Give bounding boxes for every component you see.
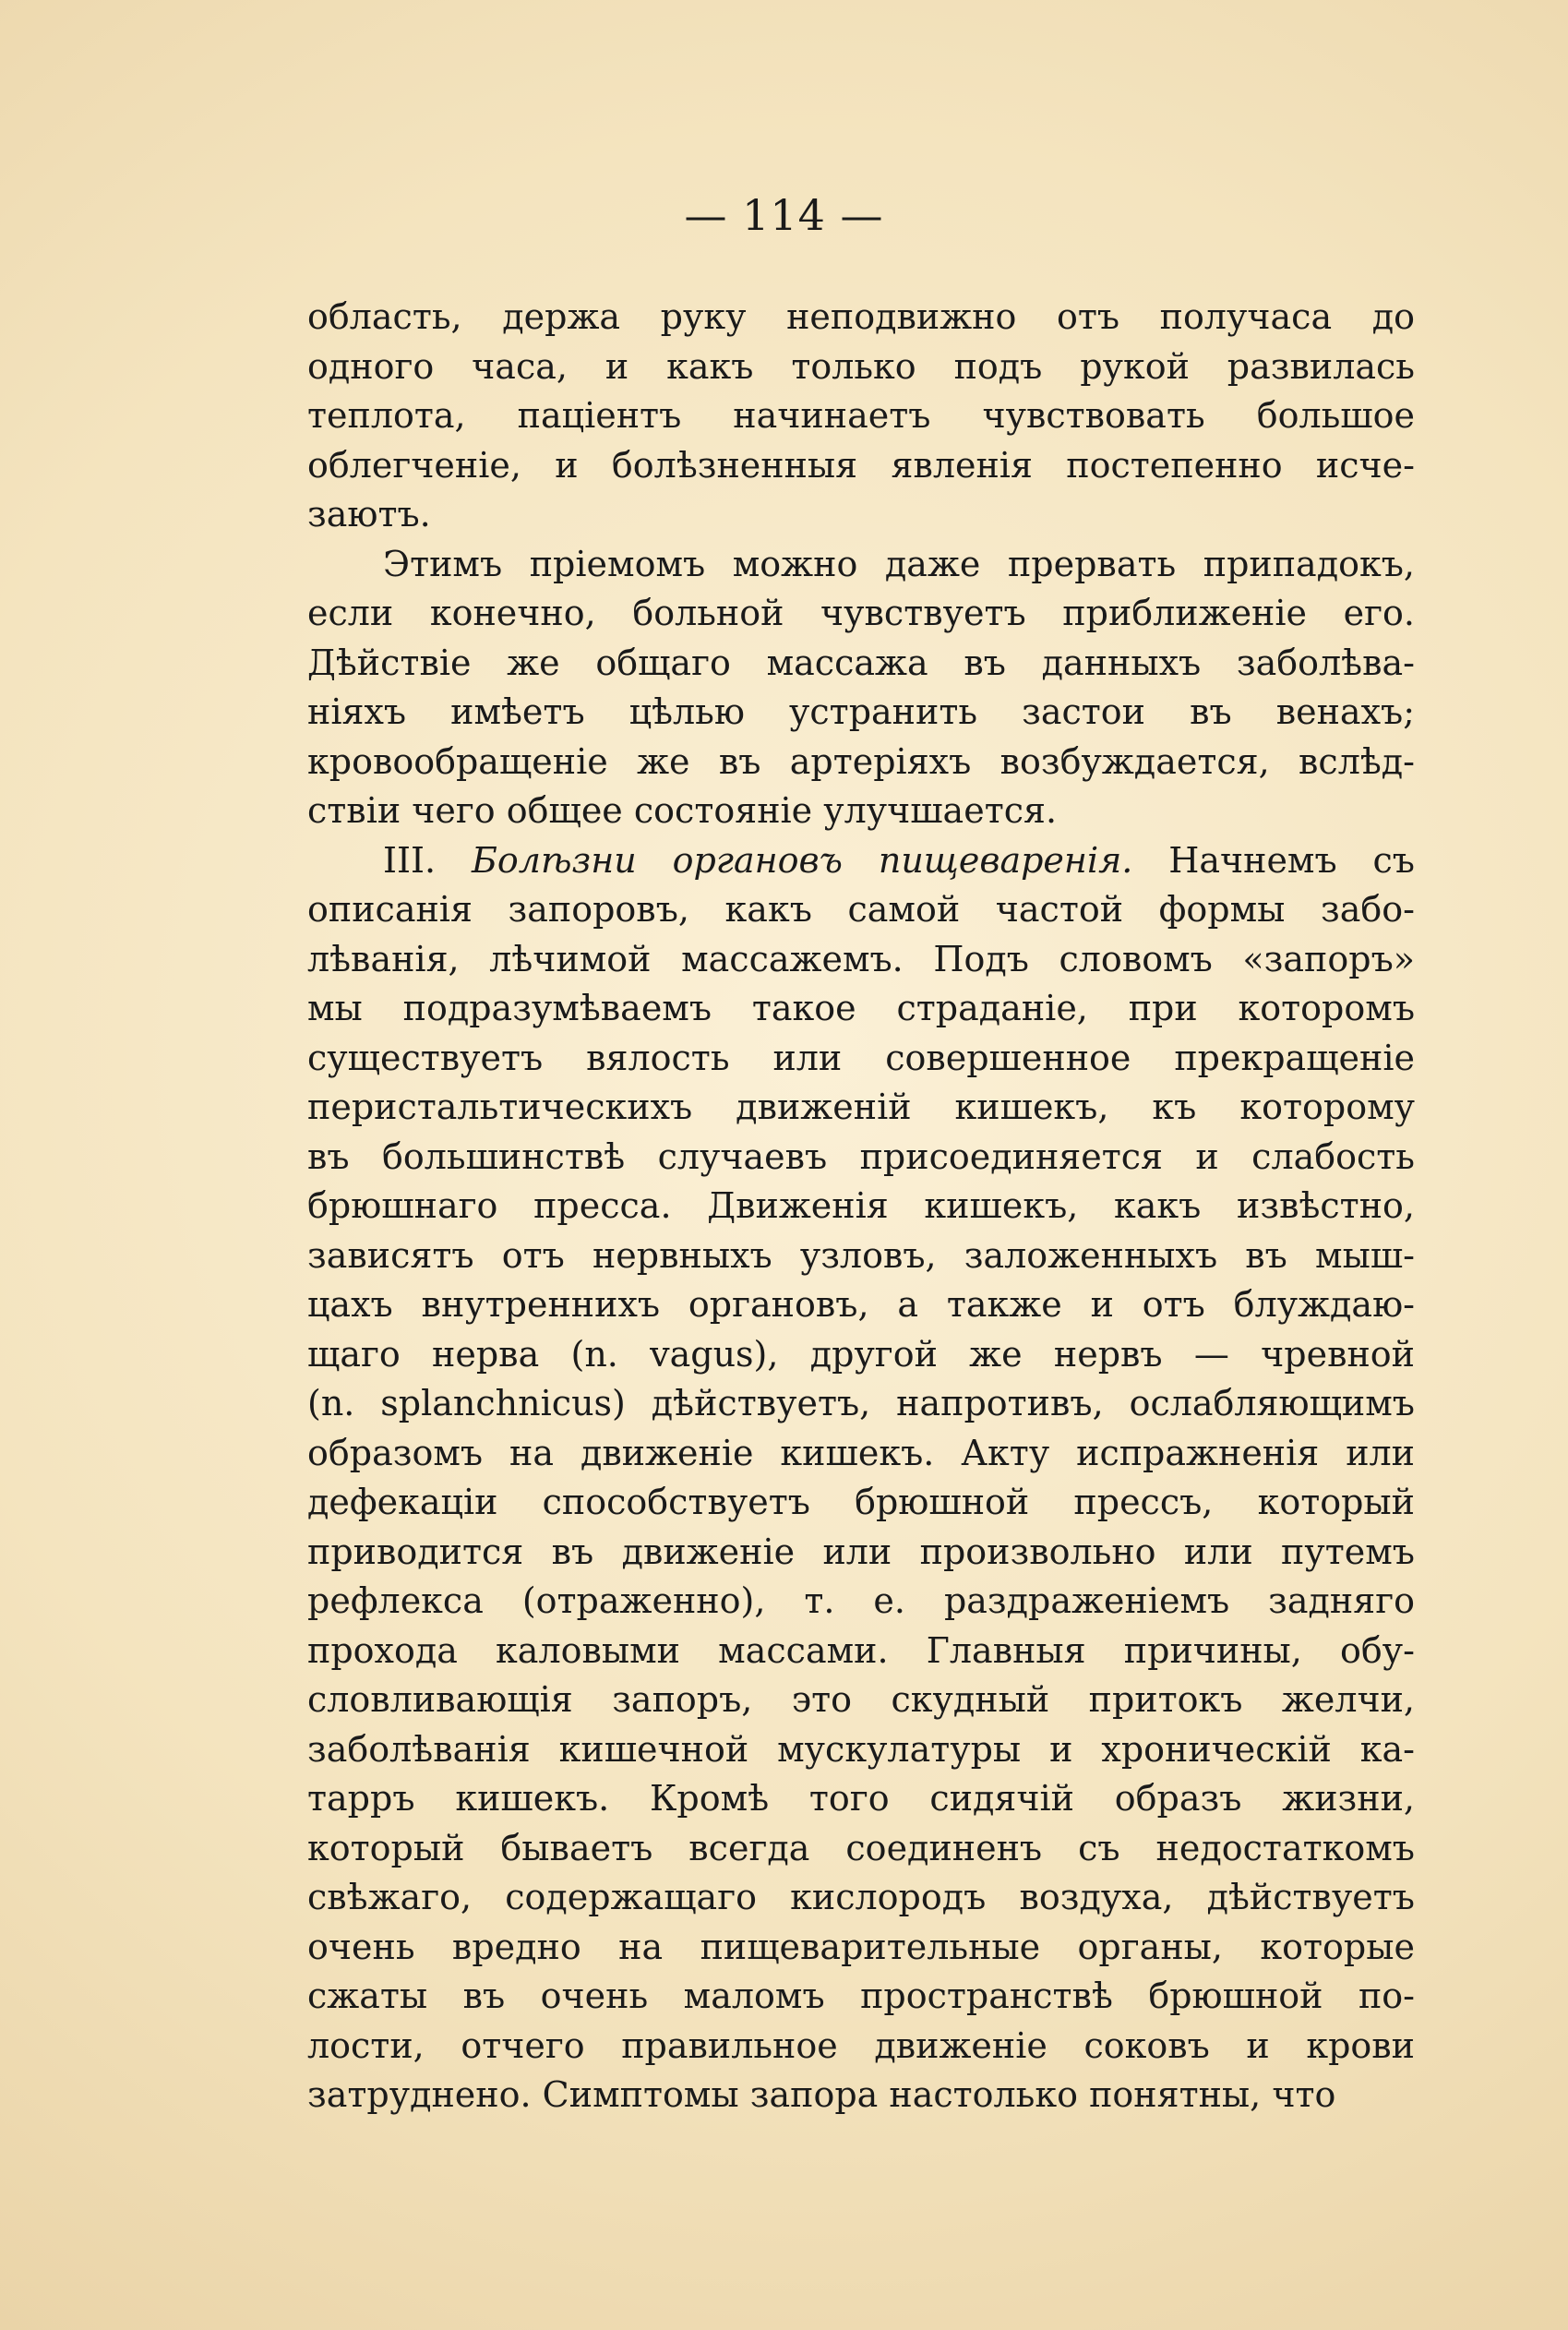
text-line: заютъ. bbox=[307, 494, 431, 534]
body-text bbox=[307, 293, 1415, 2120]
text-line: описанія запоровъ, какъ самой частой формы забо- bbox=[307, 889, 1415, 930]
text-line: теплота, паціентъ начинаетъ чувствовать большое bbox=[307, 395, 1415, 436]
text-line: перистальтическихъ движеній кишекъ, къ которому bbox=[307, 1087, 1415, 1127]
text-line: очень вредно на пищеварительные органы, которые bbox=[307, 1926, 1415, 1967]
text-line: словливающія запоръ, это скудный притокъ желчи, bbox=[307, 1679, 1415, 1720]
text-line bbox=[307, 836, 1415, 886]
text-line: ствіи чего общее состояніе улучшается. bbox=[307, 790, 1058, 831]
text-line: цахъ внутреннихъ органовъ, а также и отъ блуждаю- bbox=[307, 1284, 1415, 1325]
text-line: свѣжаго, содержащаго кислородъ воздуха, дѣйствуетъ bbox=[307, 1877, 1415, 1917]
text-line: мы подразумѣваемъ такое страданіе, при которомъ bbox=[307, 988, 1415, 1028]
paragraph bbox=[307, 293, 1415, 540]
text-line: въ большинствѣ случаевъ присоединяется и слабость bbox=[307, 1135, 1415, 1177]
text-line: (n. splanchnicus) дѣйствуетъ, напротивъ, ослабляющимъ bbox=[307, 1383, 1415, 1423]
paragraph bbox=[307, 540, 1415, 836]
page-number: — 114 — bbox=[684, 190, 884, 240]
section-number: III. bbox=[383, 839, 472, 881]
text-line: приводится въ движеніе или произвольно или путемъ bbox=[307, 1531, 1415, 1572]
text-line: Дѣйствіе же общаго массажа въ данныхъ заболѣва- bbox=[307, 642, 1415, 683]
section-intro-text: Начнемъ съ bbox=[1132, 839, 1415, 881]
text-line: заболѣванія кишечной мускулатуры и хроническій ка- bbox=[307, 1728, 1415, 1770]
text-line: который бываетъ всегда соединенъ съ недостаткомъ bbox=[307, 1827, 1415, 1868]
text-line: затруднено. Симптомы запора настолько понятны, что bbox=[307, 2074, 1336, 2115]
text-line: образомъ на движеніе кишекъ. Акту испражненія или bbox=[307, 1432, 1415, 1473]
text-line: сжаты въ очень маломъ пространствѣ брюшной по- bbox=[307, 1976, 1415, 2016]
text-line: ніяхъ имѣетъ цѣлью устранить застои въ венахъ; bbox=[307, 691, 1415, 732]
text-line: рефлекса (отраженно), т. е. раздраженіемъ задняго bbox=[307, 1580, 1415, 1621]
text-line: тарръ кишекъ. Кромѣ того сидячій образъ жизни, bbox=[307, 1778, 1415, 1819]
paragraph bbox=[307, 836, 1415, 2120]
text-line: область, держа руку неподвижно отъ получаса до bbox=[307, 296, 1415, 337]
text-line: зависятъ отъ нервныхъ узловъ, заложенныхъ въ мыш- bbox=[307, 1234, 1415, 1276]
text-line: Этимъ пріемомъ можно даже прервать припадокъ, bbox=[383, 543, 1415, 584]
text-line: если конечно, больной чувствуетъ приближеніе его. bbox=[307, 593, 1415, 633]
text-line: прохода каловыми массами. Главныя причины, обу- bbox=[307, 1629, 1415, 1671]
text-line: лости, отчего правильное движеніе соковъ и крови bbox=[307, 2024, 1415, 2066]
text-line: щаго нерва (n. vagus), другой же нервъ — чревной bbox=[307, 1333, 1415, 1375]
section-title: Болѣзни органовъ пищеваренія. bbox=[471, 839, 1133, 881]
text-line: облегченіе, и болѣзненныя явленія постепенно исче- bbox=[307, 444, 1415, 486]
text-line: одного часа, и какъ только подъ рукой развилась bbox=[307, 345, 1415, 387]
text-line: кровообращеніе же въ артеріяхъ возбуждается, вслѣд- bbox=[307, 740, 1415, 782]
text-line: брюшнаго пресса. Движенія кишекъ, какъ извѣстно, bbox=[307, 1185, 1415, 1226]
text-line: существуетъ вялость или совершенное прекращеніе bbox=[307, 1037, 1415, 1078]
text-line: дефекаціи способствуетъ брюшной прессъ, который bbox=[307, 1482, 1415, 1522]
text-line: лѣванія, лѣчимой массажемъ. Подъ словомъ «запоръ» bbox=[307, 938, 1415, 979]
